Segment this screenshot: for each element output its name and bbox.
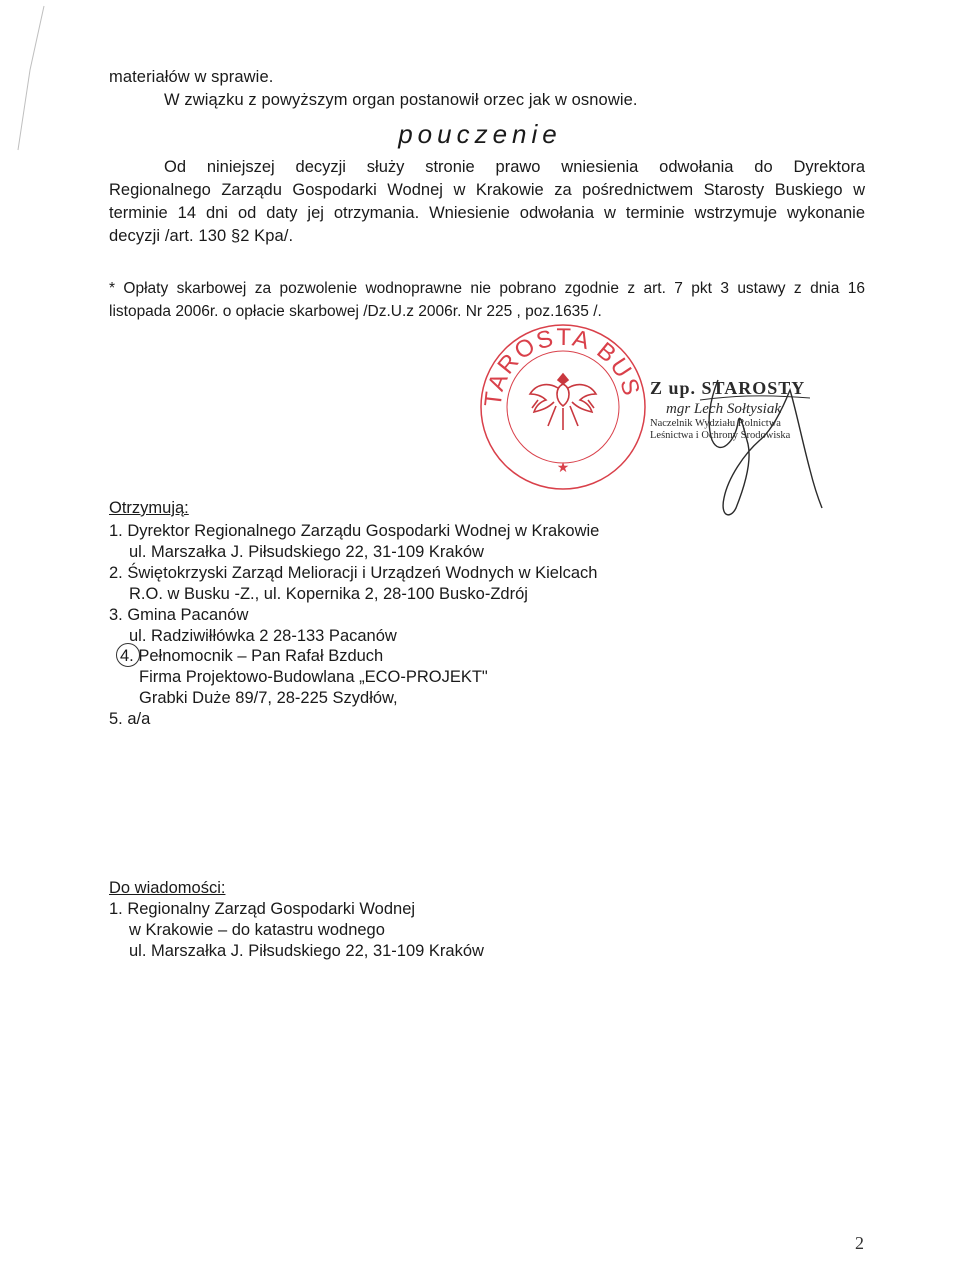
recipient-3-address: ul. Radziwiłłówka 2 28-133 Pacanów xyxy=(129,627,397,645)
stamp-title: Z up. STAROSTY xyxy=(650,378,806,398)
recipient-4-company: Firma Projektowo-Budowlana „ECO-PROJEKT" xyxy=(139,668,488,686)
fee-note-line-2: listopada 2006r. o opłacie skarbowej /Dz.U.z 2006r. Nr 225 , poz.1635 /. xyxy=(109,303,602,320)
stamp-role-line-2: Leśnictwa i Ochrony Środowiska xyxy=(650,430,791,441)
appeal-line-4: decyzji /art. 130 §2 Kpa/. xyxy=(109,227,294,245)
appeal-line-3: terminie 14 dni od daty jej otrzymania. Wniesienie odwołania w terminie wstrzymuje wykonanie xyxy=(109,204,865,222)
handwritten-signature xyxy=(640,370,860,520)
heading-pouczenie: pouczenie xyxy=(398,119,562,149)
recipient-1-address: ul. Marszałka J. Piłsudskiego 22, 31-109 Kraków xyxy=(129,543,484,561)
recipient-1: 1. Dyrektor Regionalnego Zarządu Gospodarki Wodnej w Krakowie xyxy=(109,522,600,540)
recipient-4: 4. Pełnomocnik – Pan Rafał Bzduch xyxy=(120,647,384,665)
stamp-role-line-1: Naczelnik Wydziału Rolnictwa xyxy=(650,418,781,429)
intro-line-2: W związku z powyższym organ postanowił orzec jak w osnowie. xyxy=(164,91,638,109)
for-information-label: Do wiadomości: xyxy=(109,879,226,897)
recipient-5: 5. a/a xyxy=(109,710,151,728)
appeal-line-1: Od niniejszej decyzji służy stronie prawo wniesienia odwołania do Dyrektora xyxy=(164,158,865,176)
recipient-4-address: Grabki Duże 89/7, 28-225 Szydłów, xyxy=(139,689,398,707)
stamp-star-icon: ★ xyxy=(556,460,570,476)
official-round-stamp xyxy=(478,322,648,492)
stamp-name: mgr Lech Sołtysiak xyxy=(666,401,781,417)
appeal-line-2: Regionalnego Zarządu Gospodarki Wodnej w Krakowie za pośrednictwem Starosty Buskiego w xyxy=(109,181,865,199)
recipient-2-address: R.O. w Busku -Z., ul. Kopernika 2, 28-100 Busko-Zdrój xyxy=(129,585,528,603)
stamp-round-text: TAROSTA BUS xyxy=(479,323,646,409)
recipients-label: Otrzymują: xyxy=(109,499,189,517)
recipient-3: 3. Gmina Pacanów xyxy=(109,606,249,624)
recipient-2: 2. Świętokrzyski Zarząd Melioracji i Urządzeń Wodnych w Kielcach xyxy=(109,564,598,582)
eagle-emblem-icon xyxy=(530,374,596,430)
info-recipient-1-line-2: w Krakowie – do katastru wodnego xyxy=(129,921,385,939)
intro-line-1: materiałów w sprawie. xyxy=(109,68,274,86)
info-recipient-1: 1. Regionalny Zarząd Gospodarki Wodnej xyxy=(109,900,416,918)
info-recipient-1-address: ul. Marszałka J. Piłsudskiego 22, 31-109 Kraków xyxy=(129,942,484,960)
page-number: 2 xyxy=(855,1233,864,1253)
fee-note-line-1: * Opłaty skarbowej za pozwolenie wodnoprawne nie pobrano zgodnie z art. 7 pkt 3 ustawy z dnia 16 xyxy=(109,280,865,297)
